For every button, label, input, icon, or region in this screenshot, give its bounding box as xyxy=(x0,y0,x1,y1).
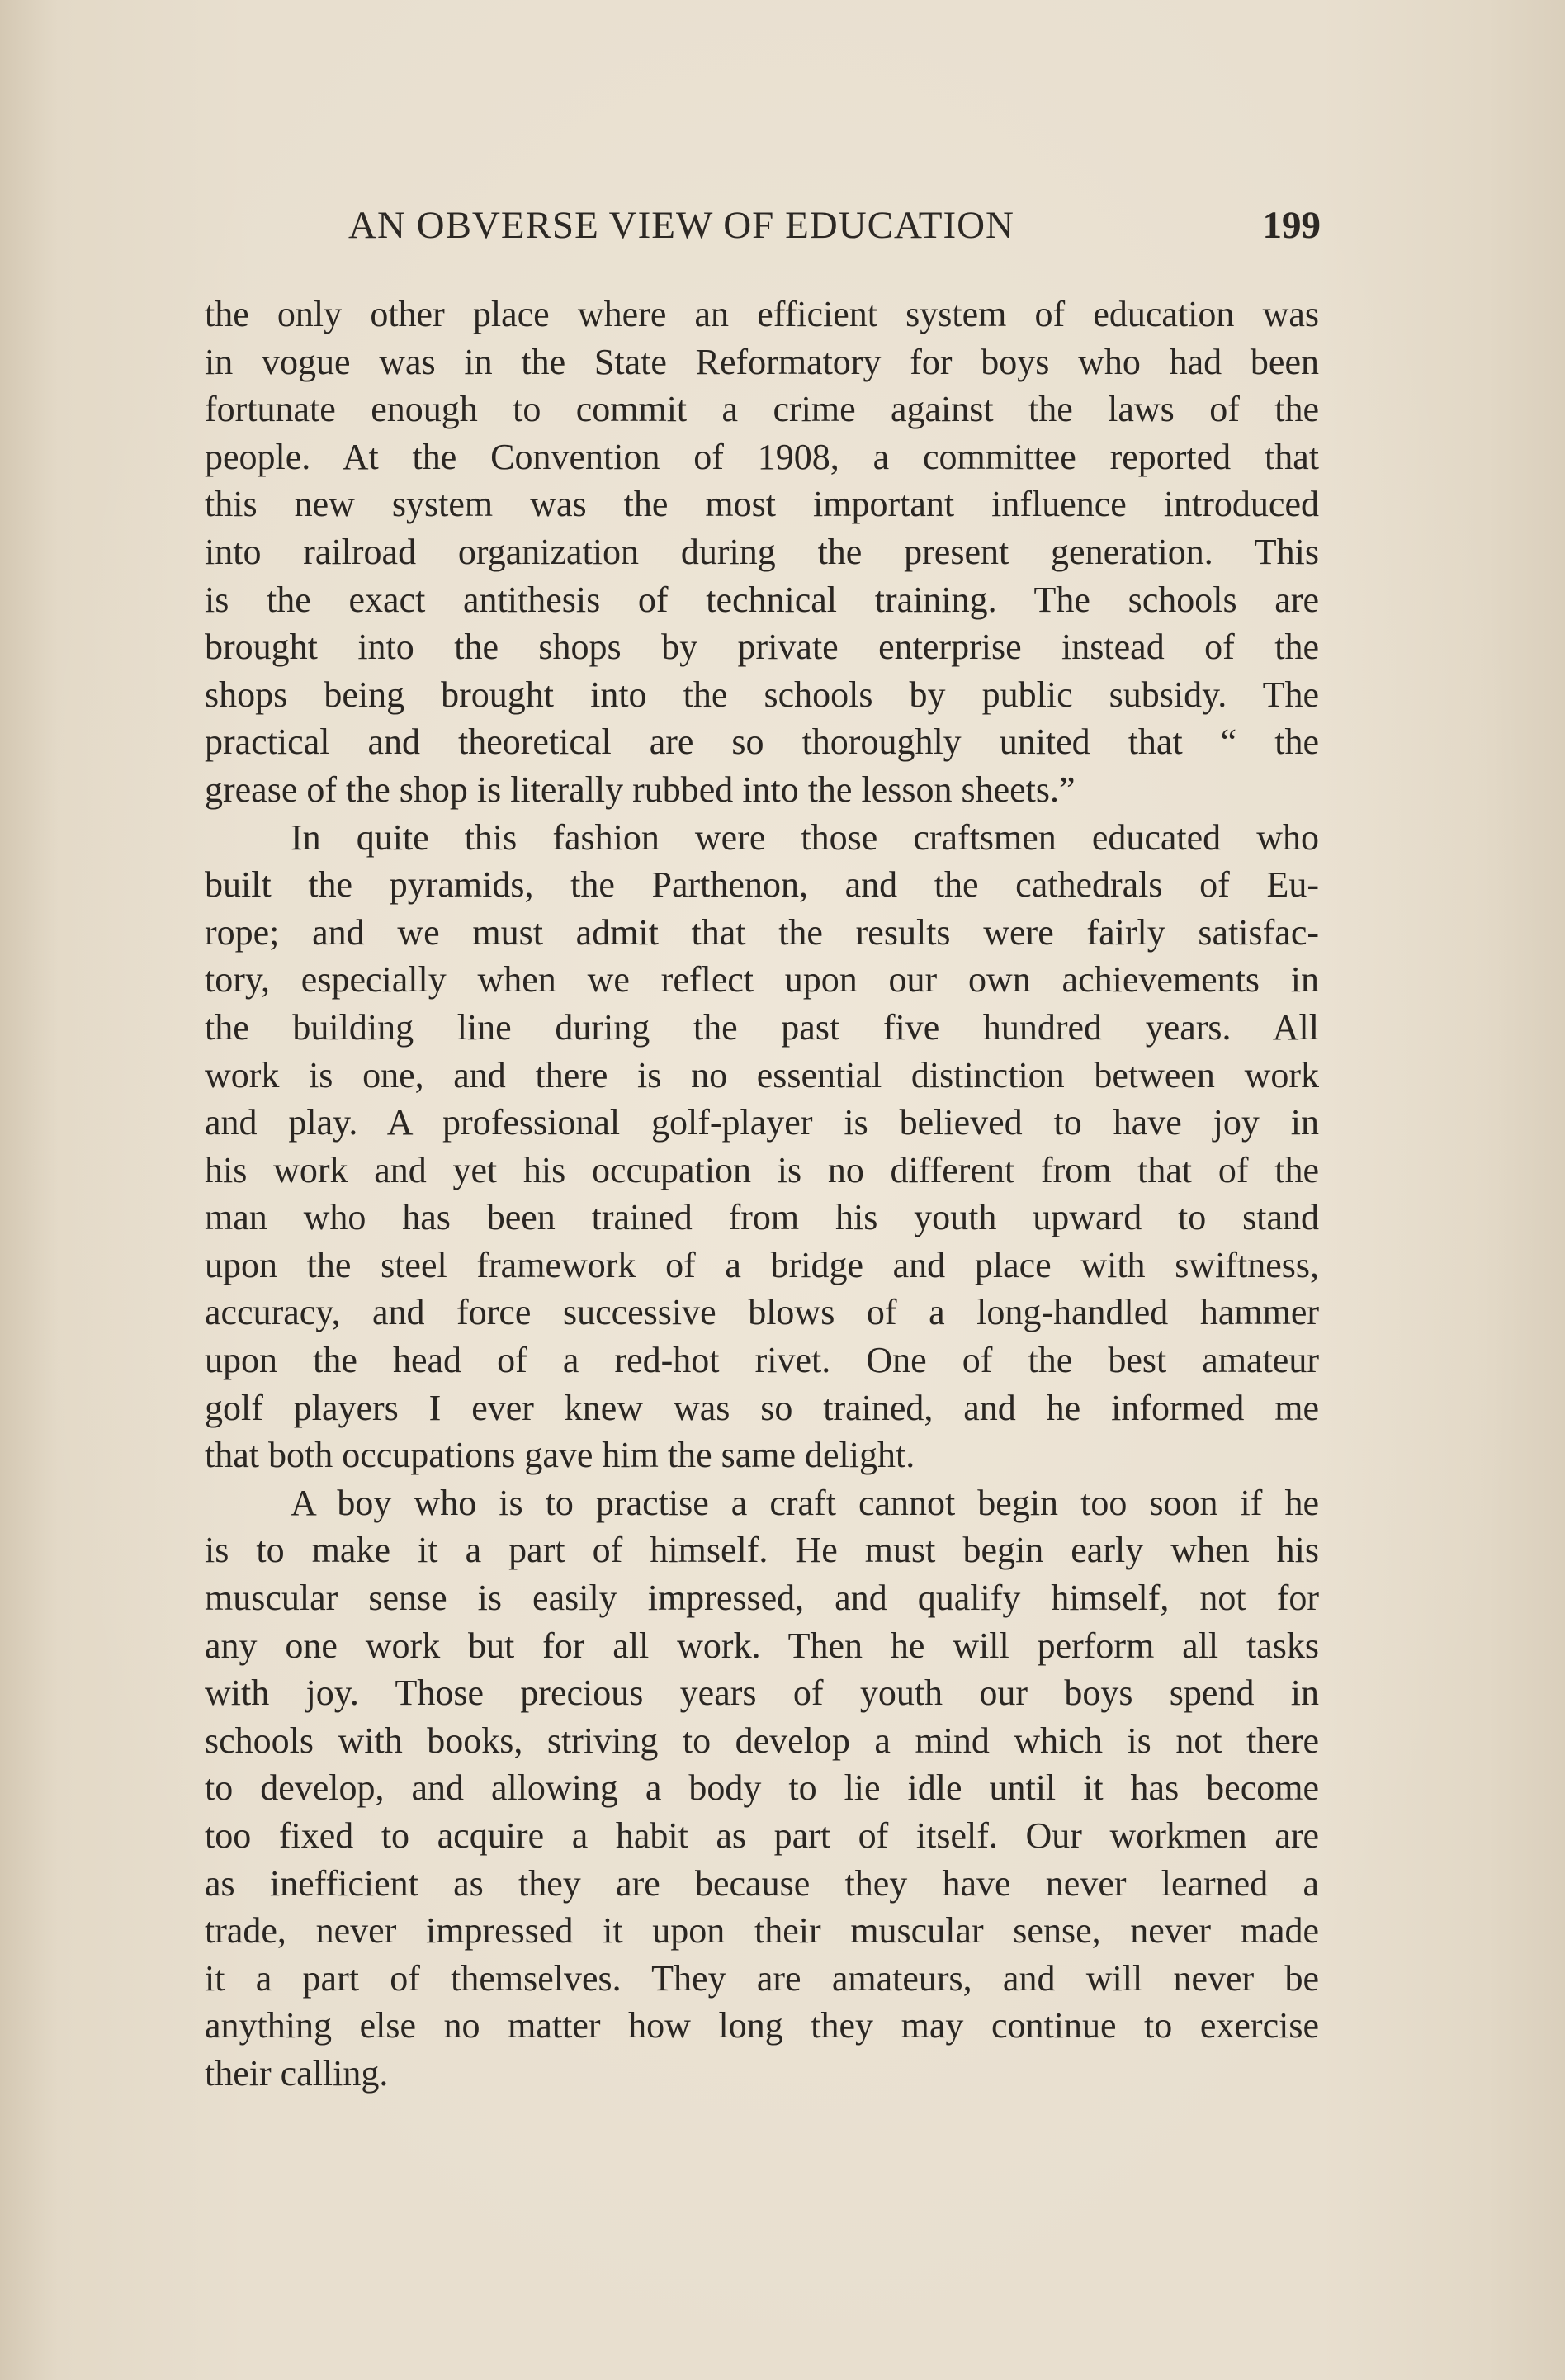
text-line: A boy who is to practise a craft cannot begin too soon if he xyxy=(291,1482,1319,1523)
text-line: this new system was the most important influence introduced xyxy=(205,484,1319,525)
text-line: any one work but for all work. Then he will perform all tasks xyxy=(205,1625,1319,1666)
text-line: brought into the shops by private enterprise instead of the xyxy=(205,627,1319,668)
text-line: man who has been trained from his youth upward to stand xyxy=(205,1197,1319,1238)
text-line: muscular sense is easily impressed, and qualify himself, not for xyxy=(205,1578,1319,1619)
text-line: In quite this fashion were those craftsmen educated who xyxy=(291,816,1319,858)
text-line: upon the head of a red-hot rivet. One of the best amateur xyxy=(205,1340,1319,1381)
text-line: golf players I ever knew was so trained, and he informed me xyxy=(205,1387,1319,1428)
text-line: trade, never impressed it upon their muscular sense, never made xyxy=(205,1910,1319,1952)
paragraph-2 xyxy=(205,814,1319,1479)
text-line: built the pyramids, the Parthenon, and the cathedrals of Eu- xyxy=(205,864,1319,906)
text-line: his work and yet his occupation is no different from that of the xyxy=(205,1149,1319,1190)
body-text xyxy=(205,291,1319,2098)
text-line: the building line during the past five hundred years. All xyxy=(205,1006,1319,1048)
text-line: shops being brought into the schools by public subsidy. The xyxy=(205,674,1319,715)
text-line: upon the steel framework of a bridge and place with swiftness, xyxy=(205,1244,1319,1285)
text-line: it a part of themselves. They are amateurs, and will never be xyxy=(205,1957,1319,1999)
text-line: the only other place where an efficient system of education was xyxy=(205,294,1319,334)
text-line: and play. A professional golf-player is believed to have joy in xyxy=(205,1102,1319,1143)
text-line: too fixed to acquire a habit as part of itself. Our workmen are xyxy=(205,1815,1319,1856)
text-line: tory, especially when we reflect upon our own achievements in xyxy=(205,959,1319,1001)
text-line: is the exact antithesis of technical training. The schools are xyxy=(205,579,1319,620)
text-line: is to make it a part of himself. He must begin early when his xyxy=(205,1530,1319,1571)
text-line: accuracy, and force successive blows of a long-handled hammer xyxy=(205,1292,1319,1333)
text-line: that both occupations gave him the same delight. xyxy=(205,1435,915,1476)
running-title: AN OBVERSE VIEW OF EDUCATION xyxy=(348,204,1014,247)
text-line: fortunate enough to commit a crime against the laws of the xyxy=(205,389,1319,430)
text-line: practical and theoretical are so thoroughly united that “ the xyxy=(205,722,1319,763)
text-line: grease of the shop is literally rubbed into the lesson sheets.” xyxy=(205,769,1076,810)
page-number: 199 xyxy=(1262,204,1321,247)
text-line: anything else no matter how long they may continue to exercise xyxy=(205,2005,1319,2046)
text-line: into railroad organization during the present generation. This xyxy=(205,531,1319,572)
text-line: with joy. Those precious years of youth our boys spend in xyxy=(205,1673,1319,1714)
paragraph-3 xyxy=(205,1479,1319,2098)
paragraph-1 xyxy=(205,291,1319,814)
running-head xyxy=(206,203,1321,261)
text-line: their calling. xyxy=(205,2052,389,2094)
text-line: as inefficient as they are because they have never learned a xyxy=(205,1862,1319,1904)
text-line: schools with books, striving to develop a mind which is not there xyxy=(205,1720,1319,1761)
text-line: work is one, and there is no essential distinction between work xyxy=(205,1054,1319,1095)
text-line: to develop, and allowing a body to lie idle until it has become xyxy=(205,1767,1319,1809)
text-line: rope; and we must admit that the results were fairly satisfac- xyxy=(205,911,1319,953)
text-line: people. At the Convention of 1908, a committee reported that xyxy=(205,436,1319,477)
text-line: in vogue was in the State Reformatory for boys who had been xyxy=(205,341,1319,382)
